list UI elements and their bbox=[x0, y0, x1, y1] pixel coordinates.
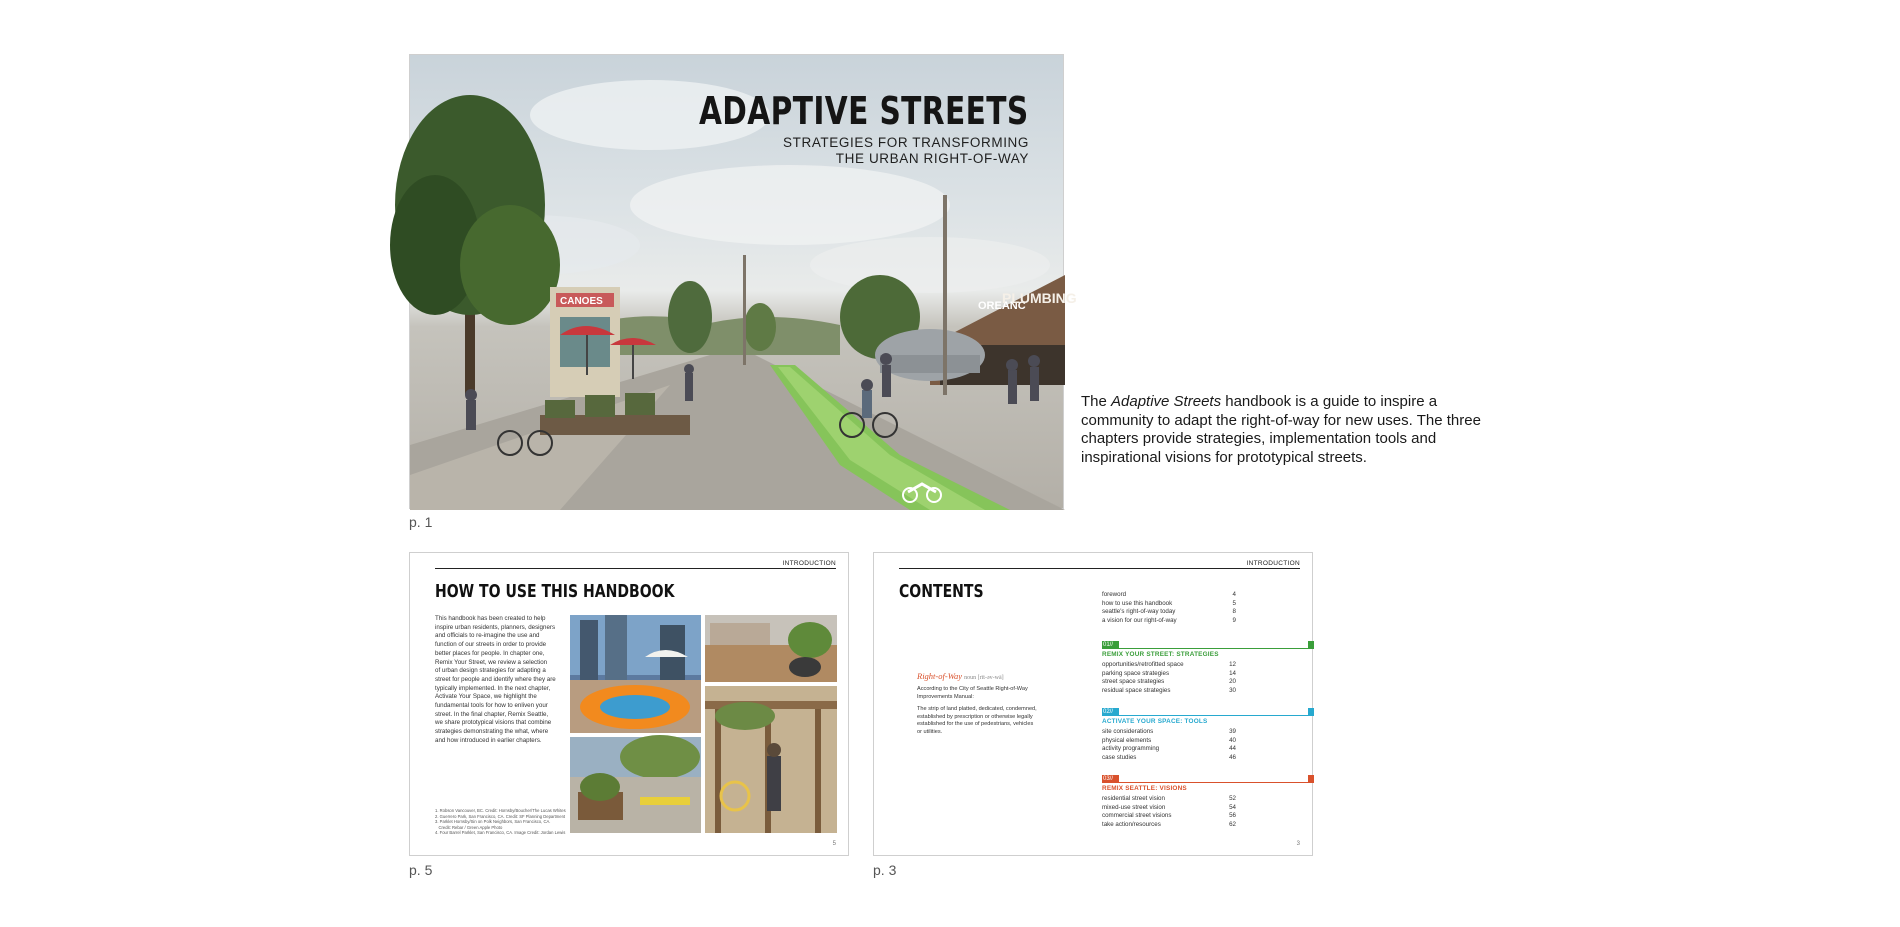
photo-parklet-wood bbox=[705, 686, 837, 833]
body-line: This handbook has been created to help bbox=[435, 615, 546, 622]
toc-item-label: a vision for our right-of-way bbox=[1102, 616, 1177, 624]
description-pre: The bbox=[1081, 393, 1112, 410]
body-line: and how introduced in earlier chapters. bbox=[435, 736, 542, 744]
page-section-label: INTRODUCTION bbox=[1246, 560, 1300, 567]
toc-item bbox=[1102, 728, 1236, 737]
body-line: we share prototypical visions that combine bbox=[435, 719, 552, 727]
toc-item bbox=[1102, 804, 1236, 813]
photo-park bbox=[705, 615, 837, 682]
cover-title: ADAPTIVE STREETS bbox=[699, 89, 1029, 133]
toc-item bbox=[1102, 661, 1236, 670]
toc-item bbox=[1102, 687, 1236, 696]
photo-plaza bbox=[570, 615, 701, 733]
definition-source-line: According to the City of Seattle Right-of-Way bbox=[917, 686, 1028, 692]
cover-page bbox=[409, 54, 1077, 509]
toc-item-label: parking space strategies bbox=[1102, 669, 1170, 677]
cover-subtitle-line2: THE URBAN RIGHT-OF-WAY bbox=[835, 151, 1029, 166]
description-italic: Adaptive Streets bbox=[1111, 393, 1222, 410]
body-line: of urban design strategies for adapting a bbox=[435, 667, 546, 675]
cover-sign-left: CANOES bbox=[560, 296, 603, 307]
chapter-bar bbox=[1102, 775, 1314, 783]
page-section-label: INTRODUCTION bbox=[782, 560, 836, 567]
credit-line: 3. Parklet Hornsby/Sin on Polk Neighbors, San Francisco, CA. bbox=[435, 819, 551, 825]
cover-subtitle-line1: STRATEGIES FOR TRANSFORMING bbox=[783, 135, 1029, 150]
chapter-rule bbox=[1102, 782, 1314, 783]
handbook-page bbox=[409, 552, 849, 856]
toc-item-page: 46 bbox=[1229, 753, 1236, 761]
toc-item-label: case studies bbox=[1102, 753, 1137, 761]
handbook-body bbox=[435, 615, 560, 746]
toc-item bbox=[1102, 670, 1236, 679]
definition-text-line: The strip of land platted, dedicated, condemned, bbox=[917, 706, 1037, 712]
definition-term: Right-of-Way bbox=[917, 671, 963, 681]
definition-text-line: established for the use of pedestrians, vehicles bbox=[917, 721, 1034, 727]
toc-item-page: 4 bbox=[1232, 591, 1236, 598]
toc-item-label: commercial street visions bbox=[1102, 812, 1172, 820]
body-line: strategies demonstrating the what, where bbox=[435, 728, 549, 736]
chapter-bar bbox=[1102, 708, 1314, 716]
toc-item bbox=[1102, 600, 1236, 609]
chapter-end-marker bbox=[1308, 641, 1314, 649]
cover-sign-right: PLUMBING bbox=[1002, 290, 1077, 306]
page-number: 5 bbox=[832, 841, 836, 847]
chapter-end-marker bbox=[1308, 708, 1314, 716]
chapter-rule bbox=[1102, 648, 1314, 649]
page-label-3: p. 3 bbox=[873, 862, 897, 878]
page-label-5: p. 5 bbox=[409, 862, 433, 878]
header-rule bbox=[435, 568, 836, 569]
toc-item-page: 44 bbox=[1229, 745, 1236, 753]
toc-item-page: 39 bbox=[1229, 728, 1236, 735]
credit-line: 4. Four Barrel Parklet, San Francisco, CA. Image Credit: Jordan Lewis bbox=[435, 830, 566, 836]
toc-item-label: street space strategies bbox=[1102, 678, 1165, 686]
contents-title: CONTENTS bbox=[899, 581, 984, 602]
page-number: 3 bbox=[1296, 841, 1300, 847]
body-line: inspire urban residents, planners, designers bbox=[435, 623, 556, 631]
credit-line: Credit: Rebar / Green Apple Photo bbox=[435, 824, 503, 830]
toc-item-label: how to use this handbook bbox=[1102, 599, 1173, 607]
chapter-bar bbox=[1102, 641, 1314, 649]
credit-line: 2. Guerrero Park, San Francisco, CA. Credit: SF Planning Department bbox=[435, 813, 566, 819]
toc-item bbox=[1102, 591, 1236, 600]
body-line: function of our streets in order to provide bbox=[435, 641, 547, 649]
cover-subtitle bbox=[783, 135, 1029, 167]
toc-item bbox=[1102, 812, 1236, 821]
toc-item bbox=[1102, 745, 1236, 754]
toc-item-label: opportunities/retrofitted space bbox=[1102, 661, 1184, 668]
toc-item-page: 5 bbox=[1232, 599, 1236, 607]
chapter-title: REMIX YOUR STREET: STRATEGIES bbox=[1102, 651, 1219, 658]
handbook-description bbox=[1081, 393, 1481, 467]
photo-parklet-planters bbox=[570, 737, 701, 833]
handbook-title: HOW TO USE THIS HANDBOOK bbox=[435, 581, 675, 602]
toc-item-label: residual space strategies bbox=[1102, 686, 1171, 694]
body-line: typically implemented. In the next chapter, bbox=[435, 684, 551, 692]
contents-page bbox=[873, 552, 1313, 856]
toc-item bbox=[1102, 617, 1236, 626]
toc-item-page: 40 bbox=[1229, 736, 1236, 744]
toc-item-label: foreword bbox=[1102, 591, 1127, 598]
toc-item-page: 9 bbox=[1232, 616, 1236, 624]
cover-sign-right-partial: OREANC bbox=[978, 300, 1026, 312]
toc-item-label: activity programming bbox=[1102, 745, 1160, 753]
toc-item-page: 14 bbox=[1229, 669, 1236, 677]
toc-item-page: 56 bbox=[1229, 812, 1236, 820]
toc-item bbox=[1102, 678, 1236, 687]
toc-item bbox=[1102, 795, 1236, 804]
toc-item-page: 62 bbox=[1229, 820, 1236, 828]
toc-item bbox=[1102, 737, 1236, 746]
body-line: better places for people. In chapter one, bbox=[435, 649, 545, 657]
credit-line: 1. Robson Vancouver, BC. Credit: Hornsby/Boucher/The Lucas Whites bbox=[435, 808, 566, 813]
toc-item-label: seattle's right-of-way today bbox=[1102, 608, 1176, 616]
chapter-number: 02// bbox=[1102, 708, 1119, 716]
toc-item-label: site considerations bbox=[1102, 728, 1154, 735]
page-label-1: p. 1 bbox=[409, 514, 433, 530]
body-line: fundamental tools for how to enliven your bbox=[435, 702, 548, 710]
toc-item-page: 8 bbox=[1232, 608, 1236, 616]
chapter-title: REMIX SEATTLE: VISIONS bbox=[1102, 785, 1187, 792]
chapter-number: 03// bbox=[1102, 775, 1119, 783]
definition-pos: noun [rīt-əv-wā] bbox=[964, 675, 1004, 681]
body-line: street for people and identify where they are bbox=[435, 675, 556, 683]
table-of-contents bbox=[874, 553, 1314, 857]
body-line: Remix Your Street, we review a selection bbox=[435, 658, 548, 666]
description-post: handbook is a guide to inspire a community to adapt the right-of-way for new uses. The three chapters provide strategies, implementation tools and inspirational visions for prototypical streets. bbox=[1081, 393, 1481, 466]
toc-item-label: residential street vision bbox=[1102, 795, 1165, 802]
toc-item bbox=[1102, 821, 1236, 830]
toc-item-label: physical elements bbox=[1102, 736, 1152, 744]
toc-item-page: 12 bbox=[1229, 661, 1236, 668]
toc-item-page: 52 bbox=[1229, 795, 1236, 802]
definition-text-line: established by prescription or otherwise legally bbox=[917, 713, 1033, 720]
body-line: street. In the final chapter, Remix Seattle, bbox=[435, 710, 549, 718]
chapter-rule bbox=[1102, 715, 1314, 716]
toc-item-label: take action/resources bbox=[1102, 820, 1161, 828]
toc-item-label: mixed-use street vision bbox=[1102, 803, 1166, 811]
toc-item-page: 30 bbox=[1229, 686, 1236, 694]
toc-item bbox=[1102, 754, 1236, 763]
definition-text-line: or utilities. bbox=[917, 728, 943, 735]
toc-item-page: 20 bbox=[1229, 678, 1236, 686]
body-line: and officials to re-imagine the use and bbox=[435, 632, 540, 640]
toc-item-page: 54 bbox=[1229, 803, 1236, 811]
chapter-title: ACTIVATE YOUR SPACE: TOOLS bbox=[1102, 718, 1208, 725]
chapter-end-marker bbox=[1308, 775, 1314, 783]
photo-credits bbox=[435, 808, 566, 836]
definition-source-line: Improvements Manual: bbox=[917, 693, 974, 700]
chapter-number: 01// bbox=[1102, 641, 1119, 649]
body-line: Activate Your Space, we highlight the bbox=[435, 693, 537, 701]
toc-item bbox=[1102, 608, 1236, 617]
